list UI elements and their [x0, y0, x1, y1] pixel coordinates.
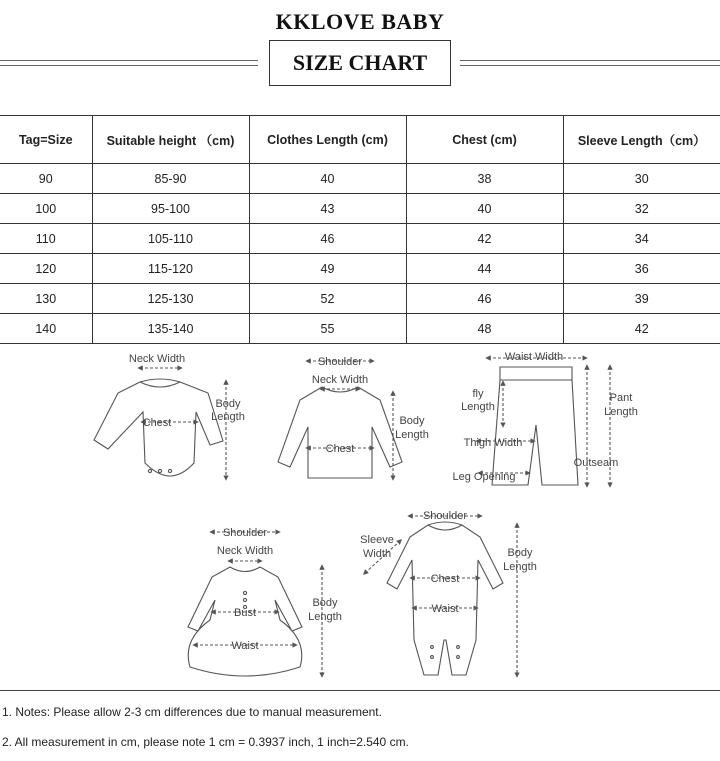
- cell-height: 125-130: [92, 284, 249, 314]
- pants-fly-length-label: Length: [461, 401, 495, 413]
- shirt-body-label: Body: [399, 415, 425, 427]
- cell-size: 100: [0, 194, 92, 224]
- size-table: [0, 115, 720, 344]
- table-row: [0, 194, 720, 224]
- note-unit-conversion: 2. All measurement in cm, please note 1 cm = 0.3937 inch, 1 inch=2.540 cm.: [2, 735, 409, 749]
- cell-clothes-length: 40: [249, 164, 406, 194]
- cell-height: 115-120: [92, 254, 249, 284]
- romper-length-label: Length: [503, 561, 537, 573]
- measurement-diagrams: [0, 345, 720, 690]
- note-manual-measurement: 1. Notes: Please allow 2-3 cm differences due to manual measurement.: [2, 705, 382, 719]
- cell-clothes-length: 52: [249, 284, 406, 314]
- pants-waist-width-label: Waist Width: [504, 351, 564, 363]
- table-row: [0, 284, 720, 314]
- cell-size: 130: [0, 284, 92, 314]
- shirt-length-label: Length: [395, 429, 429, 441]
- pants-pant-label: Pant: [609, 392, 633, 404]
- cell-sleeve-length: 30: [563, 164, 720, 194]
- romper-shoulder-label: Shoulder: [422, 510, 468, 522]
- notes-divider: [0, 690, 720, 691]
- dress-neck-width-label: Neck Width: [216, 545, 274, 557]
- dress-bust-label: Bust: [233, 607, 257, 619]
- pants-fly-label: fly: [472, 388, 484, 400]
- cell-sleeve-length: 42: [563, 314, 720, 344]
- dress-shoulder-label: Shoulder: [222, 527, 268, 539]
- cell-sleeve-length: 34: [563, 224, 720, 254]
- cell-chest: 46: [406, 284, 563, 314]
- header-suitable-height: Suitable height （cm): [92, 116, 249, 164]
- pants-outseam-label: Outseam: [573, 457, 619, 469]
- pants-leg-opening-label: Leg Opening: [452, 471, 516, 483]
- shirt-chest-label: Chest: [325, 443, 355, 455]
- cell-sleeve-length: 32: [563, 194, 720, 224]
- romper-body-label: Body: [507, 547, 533, 559]
- cell-chest: 42: [406, 224, 563, 254]
- cell-clothes-length: 49: [249, 254, 406, 284]
- header-tag-size: Tag=Size: [0, 116, 92, 164]
- cell-chest: 48: [406, 314, 563, 344]
- cell-size: 120: [0, 254, 92, 284]
- shirt-shoulder-label: Shoulder: [317, 356, 363, 368]
- brand-title: KKLOVE BABY: [275, 9, 445, 34]
- cell-height: 135-140: [92, 314, 249, 344]
- cell-chest: 40: [406, 194, 563, 224]
- table-row: [0, 164, 720, 194]
- cell-sleeve-length: 39: [563, 284, 720, 314]
- cell-size: 90: [0, 164, 92, 194]
- pants-thigh-width-label: Thigh Width: [463, 437, 523, 449]
- bodysuit-chest-label: Chest: [142, 417, 172, 429]
- bodysuit-length-label: Length: [211, 411, 245, 423]
- table-row: [0, 224, 720, 254]
- cell-clothes-length: 55: [249, 314, 406, 344]
- cell-height: 85-90: [92, 164, 249, 194]
- table-row: [0, 254, 720, 284]
- table-row: [0, 314, 720, 344]
- pants-pant-length-label: Length: [604, 406, 638, 418]
- bodysuit-body-label: Body: [215, 398, 241, 410]
- title-rule-right: [460, 60, 720, 68]
- cell-sleeve-length: 36: [563, 254, 720, 284]
- dress-body-label: Body: [312, 597, 338, 609]
- cell-chest: 44: [406, 254, 563, 284]
- dress-length-label: Length: [308, 611, 342, 623]
- cell-height: 95-100: [92, 194, 249, 224]
- cell-height: 105-110: [92, 224, 249, 254]
- table-header-row: [0, 116, 720, 164]
- size-chart-title: SIZE CHART: [269, 40, 451, 86]
- cell-clothes-length: 43: [249, 194, 406, 224]
- romper-waist-label: Waist: [431, 603, 459, 615]
- dress-waist-label: Waist: [231, 640, 259, 652]
- cell-chest: 38: [406, 164, 563, 194]
- header-chest: Chest (cm): [406, 116, 563, 164]
- cell-clothes-length: 46: [249, 224, 406, 254]
- header-clothes-length: Clothes Length (cm): [249, 116, 406, 164]
- bodysuit-neck-width-label: Neck Width: [128, 353, 186, 365]
- romper-sleeve-label: Sleeve: [360, 534, 394, 546]
- romper-sleeve-width-label: Width: [362, 548, 392, 560]
- cell-size: 140: [0, 314, 92, 344]
- title-rule-left: [0, 60, 258, 68]
- romper-chest-label: Chest: [430, 573, 460, 585]
- header-sleeve-length: Sleeve Length（cm）: [563, 116, 720, 164]
- shirt-neck-width-label: Neck Width: [311, 374, 369, 386]
- size-chart-title-row: [0, 40, 720, 88]
- cell-size: 110: [0, 224, 92, 254]
